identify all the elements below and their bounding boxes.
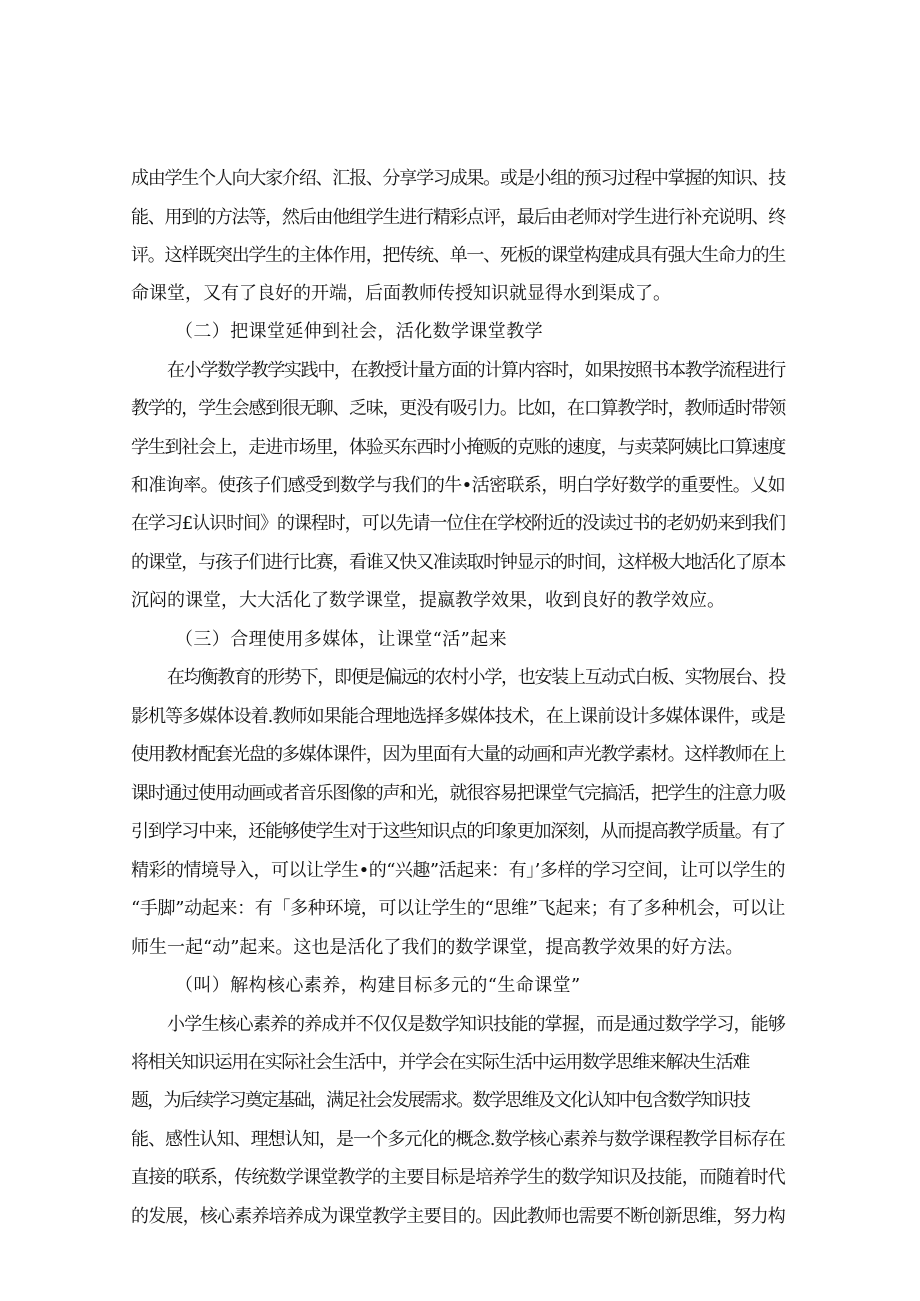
text-line: 引到学习中来，还能够使学生对于这些知识点的印象更加深刻，从而提高教学质量。有了 (131, 821, 785, 842)
text-line: 能、感性认知、理想认知，是一个多元化的概念.数学核心素养与数学课程教学目标存在 (131, 1129, 785, 1150)
text-line: 沉闷的课堂，大大活化了数学课堂，提嬴教学效果，收到良好的教学效应。 (131, 590, 725, 611)
text-line: 学生到社会上，走进市场里，体验买东西时小掩贩的克账的速度，与卖菜阿姨比口算速度 (131, 437, 785, 458)
text-line: 将相关知识运用在实际社会生活中，并学会在实际生活中运用数学思维来解决生活难 (131, 1052, 749, 1073)
section-heading: （二）把课堂延伸到社会，活化数学课堂教学 (175, 321, 543, 342)
text-line: 命课堂，又有了良好的开端，后面教师传授知识就显得水到渠成了。 (131, 283, 671, 304)
text-line: 的发展，核心素养培养成为课堂教学主要目的。因此教师也需要不断创新思维，努力构 (131, 1206, 785, 1227)
text-line: 师生一起“动”起来。这也是活化了我们的数学课堂，提高教学效果的好方法。 (131, 937, 744, 958)
section-heading: （叫）解构核心素养，构建目标多元的“生命课堂” (175, 975, 581, 996)
text-line: 在均衡教育的形势下，即便是偏远的农村小学，也安装上互动式白板、实物展台、投 (167, 667, 785, 688)
text-line: 题，为后续学习奠定基础，满足社会发展需求。数学思维及文化认知中包含数学知识技 (131, 1090, 749, 1111)
text-line: 评。这样既突出学生的主体作用，把传统、单一、死板的课堂构建成具有强大生命力的生 (131, 245, 785, 266)
section-heading: （三）合理使用多媒体，让课堂“活”起来 (175, 629, 508, 650)
text-line: 教学的，学生会感到很无聊、乏味，更没有吸引力。比如，在口算教学时，教师适时带领 (131, 398, 785, 419)
text-line: 的课堂，与孩子们进行比赛，看谁又快又准读取时钟显示的时间，这样极大地活化了原本 (131, 552, 785, 573)
text-line: 成由学生个人向大家介绍、汇报、分享学习成果。或是小组的预习过程中掌握的知识、技 (131, 168, 785, 189)
text-line: 和准询率。使孩子们感受到数学与我们的牛•活密联系，明白学好数学的重要性。乂如 (131, 475, 785, 496)
text-line: 在学习£认识时间》的课程时，可以先请一位住在学校附近的没读过书的老奶奶来到我们 (131, 513, 785, 534)
text-line: 精彩的情境导入，可以让学生•的“兴趣”活起来：有」’多样的学习空间，让可以学生的 (131, 860, 785, 881)
text-line: 课时通过使用动画或者音乐图像的声和光，就很容易把课堂气完搞活，把学生的注意力吸 (131, 783, 785, 804)
text-line: 小学生核心素养的养成并不仅仅是数学知识技能的掌握，而是通过数学学习，能够 (167, 1014, 785, 1035)
text-line: 使用教材配套光盘的多媒体课件，因为里面有大量的动画和声光教学素材。这样教师在上 (131, 744, 785, 765)
text-line: “手脚”动起来：有「多种环境，可以让学生的“思维”飞起来；有了多种机会，可以让 (131, 898, 785, 919)
text-line: 直接的联系，传统数学课堂教学的主要目标是培养学生的数学知识及技能，而随着时代 (131, 1167, 785, 1188)
text-line: 能、用到的方法等，然后由他组学生进行精彩点评，最后由老师对学生进行补充说明、终 (131, 207, 785, 228)
text-line: 在小学数学教学实践中，在教授计量方面的计算内容时，如果按照书本教学流程进行 (167, 360, 785, 381)
text-line: 影机等多媒体设着.教师如果能合理地选择多媒体技术，在上课前设计多媒体课件，或是 (131, 706, 785, 727)
